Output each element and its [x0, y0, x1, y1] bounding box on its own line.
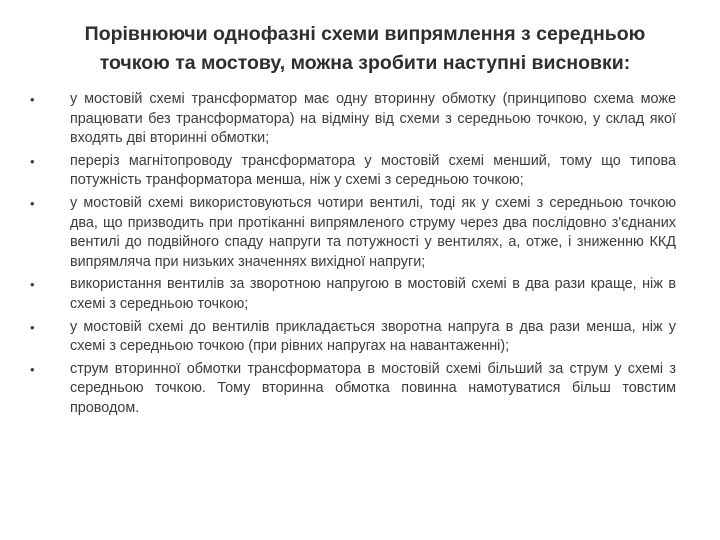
- list-item: [30, 152, 676, 191]
- bullet-icon: •: [30, 277, 35, 293]
- list-item-text: переріз магнітопроводу трансформатора у мостовій схемі менший, тому що типова потужність транформатора менша, ніж у схемі з середньою точкою;: [70, 152, 676, 189]
- slide-title-line-2: точкою та мостову, можна зробити наступні висновки:: [99, 52, 631, 74]
- bullet-icon: •: [30, 92, 35, 107]
- bullet-icon: •: [30, 195, 35, 211]
- list-item-text: у мостовій схемі використовуються чотири вентилі, тоді як у схемі з середньою точкою два, що призводить при протіканні випрямленого струму через два послідовно з'єднаних вентилі до подвійного спаду напруги та потужності у вентилях, а, отже, і зниженню ККД випрямляча при низьких значеннях вихідної напруги;: [70, 194, 676, 270]
- slide-title: [40, 20, 690, 78]
- slide-title-line-1: Порівнюючи однофазні схеми випрямлення з середньою: [84, 23, 646, 45]
- bullet-icon: •: [30, 153, 35, 169]
- list-item-text: у мостовій схемі до вентилів прикладається зворотна напруга в два рази менша, ніж у схемі з середньою точкою (при рівних напругах на навантаженні);: [70, 318, 676, 355]
- list-item: [30, 360, 676, 419]
- list-item-text: у мостовій схемі трансформатор має одну вторинну обмотку (принципово схема може працювати без трансформатора) на відміну від схеми з середньою точкою, у склад якої входять дві вторинні обмотки;: [70, 91, 676, 147]
- bullet-icon: •: [30, 361, 35, 377]
- list-item: [30, 275, 676, 314]
- list-item: [30, 318, 676, 357]
- list-item-text: струм вторинної обмотки трансформатора в мостовій схемі більший за струм у схемі з середньою точкою. Тому вторинна обмотка повинна намотуватися більш товстим проводом.: [70, 360, 676, 416]
- bullet-icon: •: [30, 319, 35, 335]
- list-item-text: використання вентилів за зворотною напругою в мостовій схемі в два рази краще, ніж в схемі з середньою точкою;: [70, 276, 676, 312]
- list-item: [30, 90, 676, 149]
- conclusions-list: [30, 90, 676, 422]
- list-item: [30, 194, 676, 272]
